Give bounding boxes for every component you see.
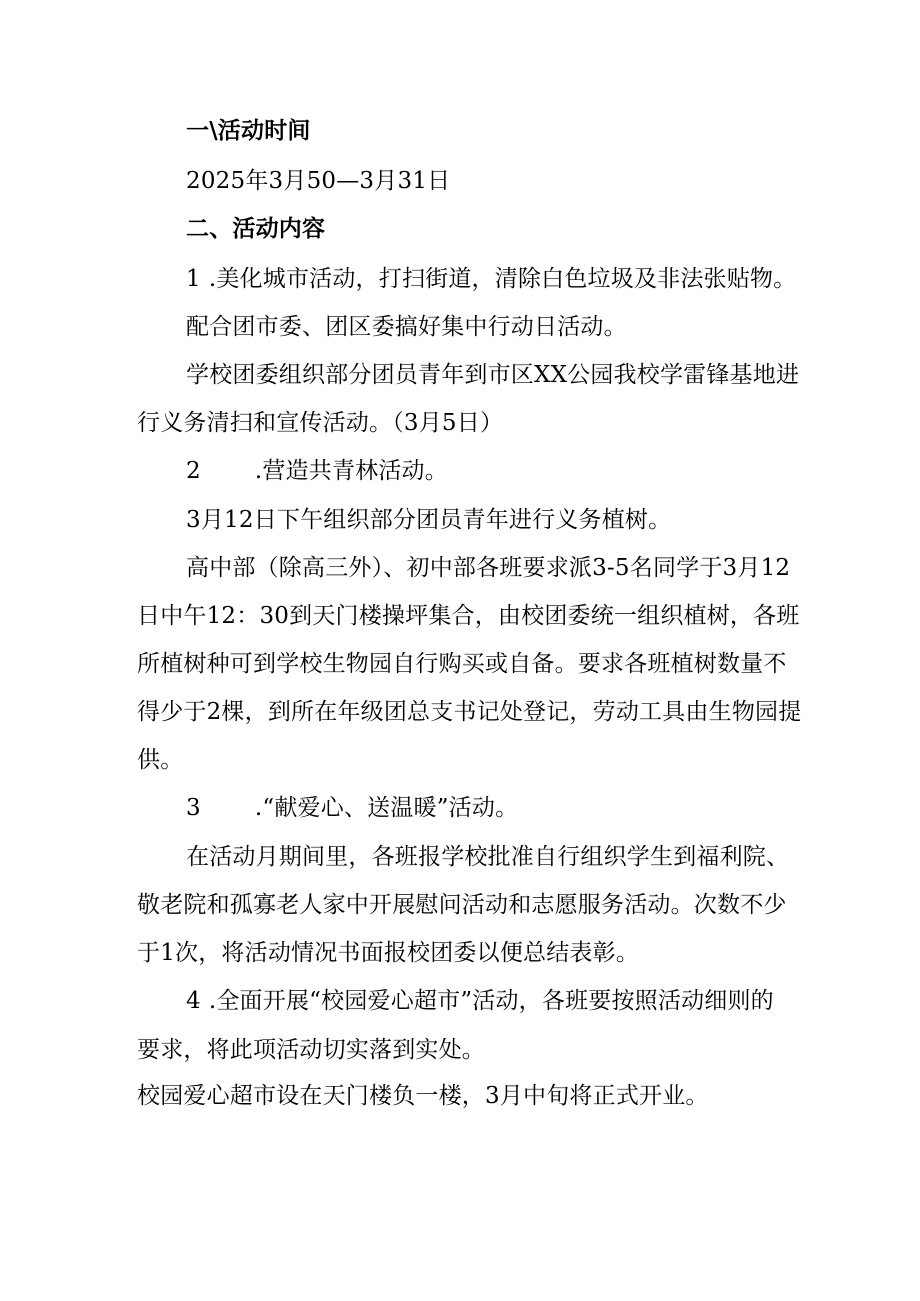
item2-paragraph-line3: 所植树种可到学校生物园自行购买或自备。要求各班植树数量不 [137, 651, 787, 677]
item3-number: 3 [186, 795, 201, 821]
item4-line3: 校园爱心超市设在天门楼负一楼，3月中旬将正式开业。 [137, 1083, 709, 1109]
item2-paragraph-line2: 日中午12：30到天门楼操坪集合，由校团委统一组织植树，各班 [137, 603, 800, 629]
item1-paragraph-line1: 学校团委组织部分团员青年到市区XX公园我校学雷锋基地进 [186, 362, 800, 388]
item3-paragraph-line1: 在活动月期间里，各班报学校批准自行组织学生到福利院、 [186, 844, 790, 870]
item3-title: .“献爱心、送温暖”活动。 [254, 795, 519, 821]
item2-line2: 3月12日下午组织部分团员青年进行义务植树。 [186, 507, 672, 533]
item1-number: 1 [186, 266, 201, 292]
item2-paragraph-line1: 高中部（除高三外）、初中部各班要求派3-5名同学于3月12 [186, 555, 791, 581]
item2-paragraph-line4: 得少于2棵，到所在年级团总支书记处登记，劳动工具由生物园提 [137, 699, 802, 725]
item1-title: .美化城市活动，打扫街道，清除白色垃圾及非法张贴物。 [208, 266, 797, 292]
item4-title: .全面开展“校园爱心超市”活动，各班要按照活动细则的 [208, 988, 774, 1014]
item2-title: .营造共青林活动。 [254, 458, 448, 484]
item4-number: 4 [186, 988, 201, 1014]
item4-line2: 要求，将此项活动切实落到实处。 [137, 1037, 485, 1063]
item1-title-line [186, 264, 796, 294]
item3-paragraph-line3: 于1次，将活动情况书面报校团委以便总结表彰。 [137, 940, 640, 966]
item1-line2: 配合团市委、团区委搞好集中行动日活动。 [186, 314, 627, 340]
item2-title-line [186, 456, 448, 486]
item2-number: 2 [186, 458, 201, 484]
item3-paragraph-line2: 敬老院和孤寡老人家中开展慰问活动和志愿服务活动。次数不少 [137, 892, 787, 918]
section-heading-content: 二、活动内容 [186, 215, 326, 242]
section-heading-time: 一\活动时间 [186, 117, 311, 144]
item2-paragraph-line5: 供。 [137, 747, 184, 773]
item4-title-line [186, 986, 774, 1016]
activity-date-range: 2025年3月50—3月31日 [186, 168, 451, 194]
item1-paragraph-line2: 行义务清扫和宣传活动。（3月5日） [137, 410, 504, 436]
item3-title-line [186, 793, 518, 823]
